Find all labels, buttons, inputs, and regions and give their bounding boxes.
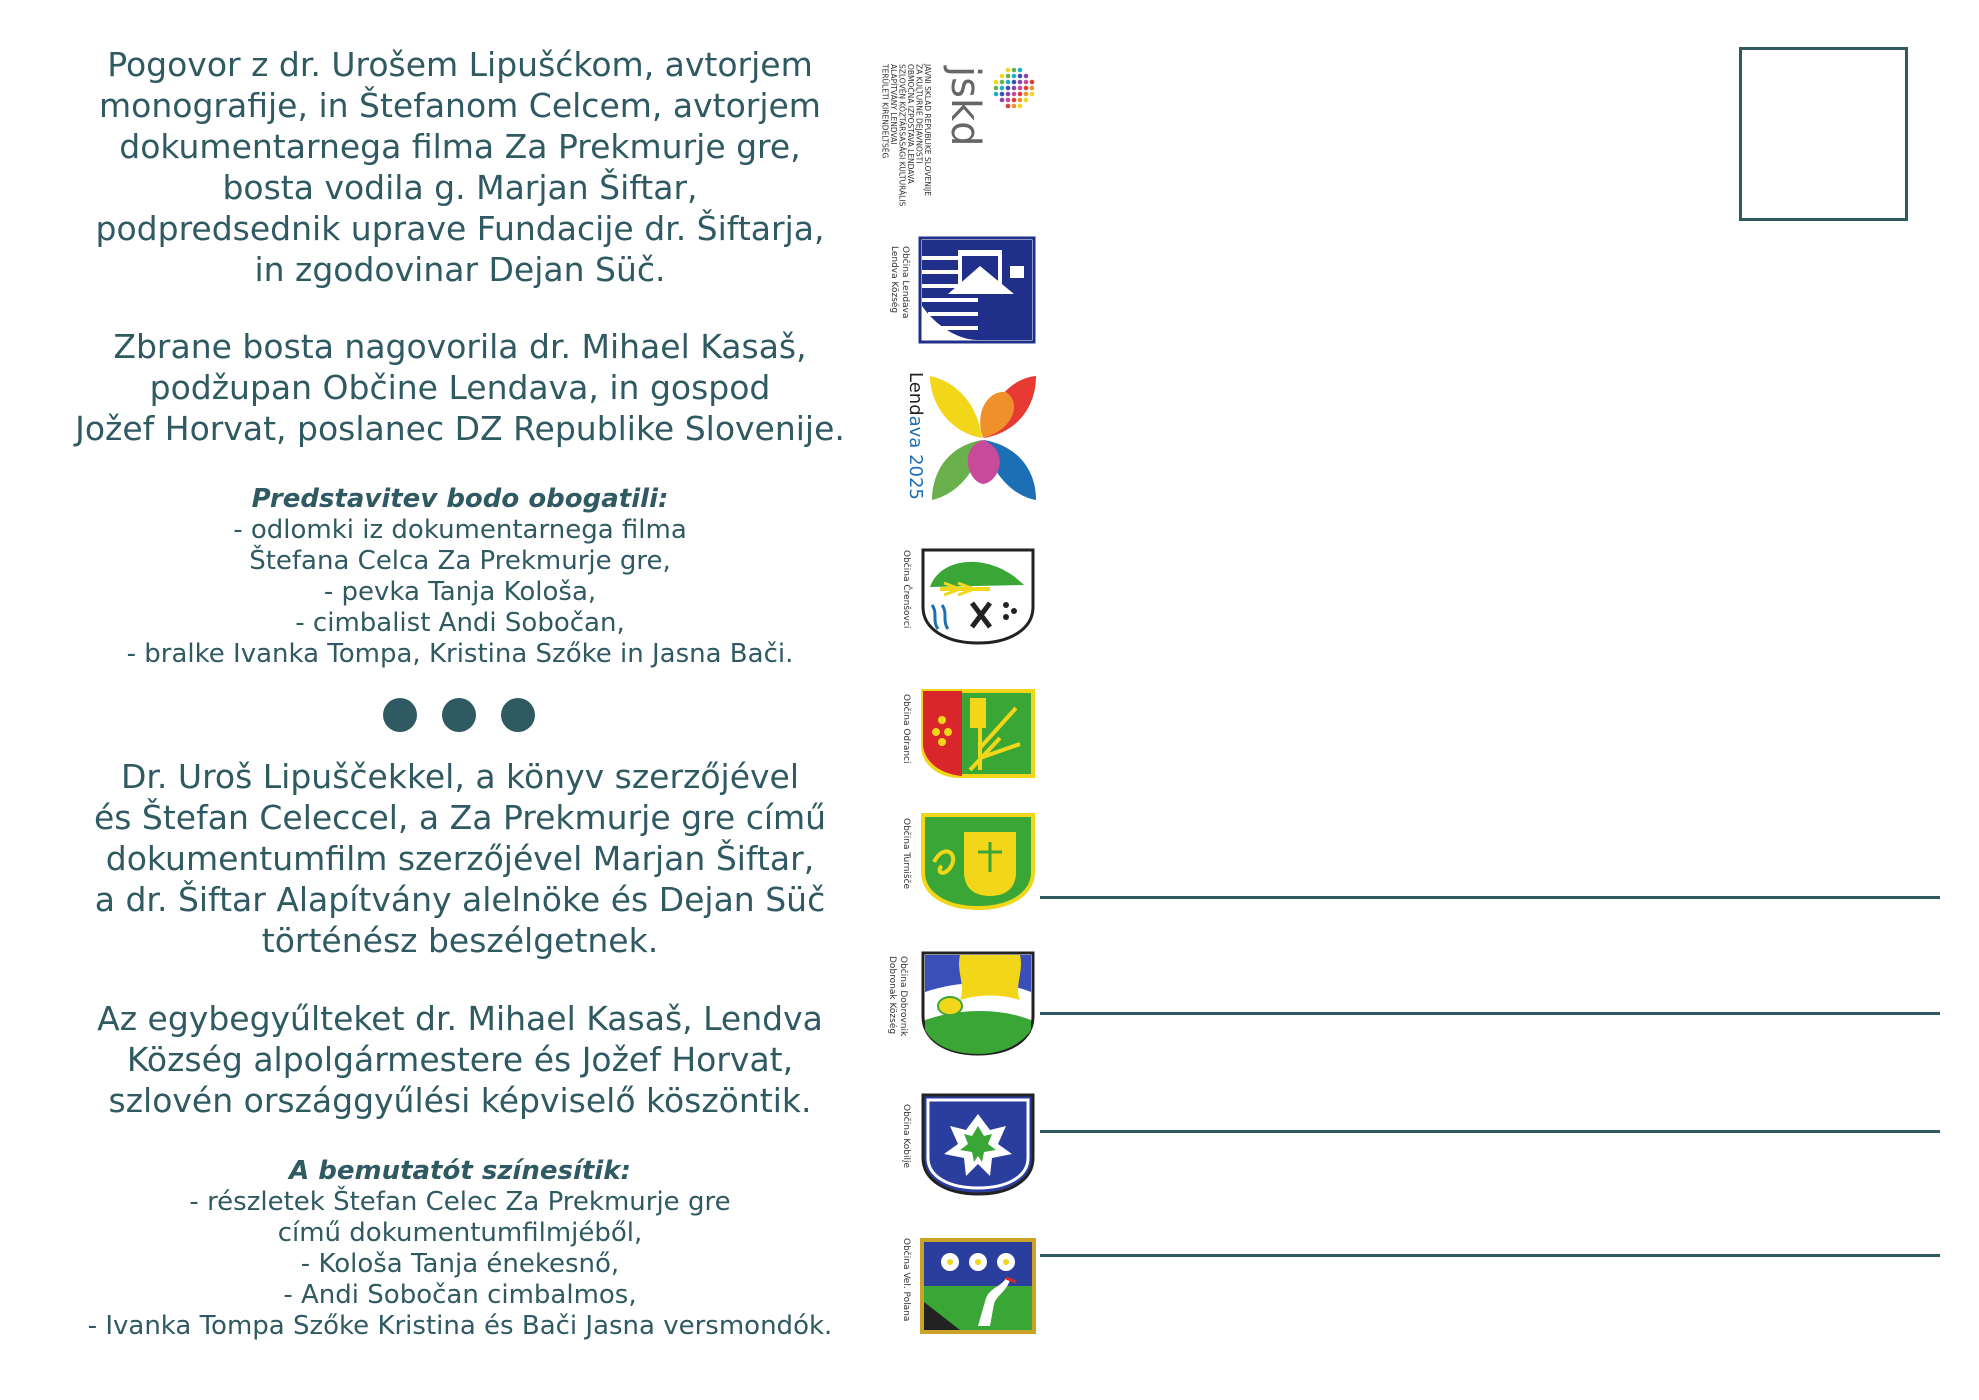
jskd-dot: [1006, 74, 1011, 79]
text-line: - cimbalist Andi Sobočan,: [295, 608, 625, 638]
program-heading: A bemutatót színesítik:: [289, 1156, 631, 1186]
jskd-dot: [1012, 80, 1017, 85]
jskd-dot: [1018, 68, 1023, 73]
jskd-dot: [1006, 80, 1011, 85]
lendava-word-b: ava: [905, 415, 926, 449]
kobilje-coat-of-arms-icon: [920, 1092, 1036, 1198]
lendava-word-a: Lend: [905, 372, 926, 416]
velpolana-label: Občina Vel. Polana: [901, 1238, 911, 1322]
lendava2025-wordmark: [905, 372, 925, 500]
text-line: - részletek Štefan Celec Za Prekmurje gre: [189, 1187, 731, 1217]
separator-dot: [501, 698, 535, 732]
jskd-dot: [1024, 92, 1029, 97]
text-line: - odlomki iz dokumentarnega filma: [233, 515, 687, 545]
text-line: Štefana Celca Za Prekmurje gre,: [249, 546, 671, 576]
jskd-dots-icon: [990, 64, 1038, 112]
jskd-dot: [1018, 92, 1023, 97]
jskd-dot: [1018, 98, 1023, 103]
text-line: dokumentumfilm szerzőjével Marjan Šiftar,: [105, 839, 815, 878]
text-line: - bralke Ivanka Tompa, Kristina Szőke in Jasna Bači.: [126, 639, 794, 669]
text-line: bosta vodila g. Marjan Šiftar,: [222, 168, 698, 207]
jskd-dot: [1018, 74, 1023, 79]
jskd-dot: [1018, 80, 1023, 85]
text-line: podžupan Občine Lendava, in gospod: [149, 368, 771, 407]
jskd-dot: [1024, 98, 1029, 103]
hungarian-intro: [40, 756, 880, 961]
address-line: [1040, 1130, 1940, 1133]
text-line: - Andi Sobočan cimbalmos,: [283, 1280, 637, 1310]
program-heading: Predstavitev bodo obogatili:: [251, 484, 669, 514]
text-line: szlovén országgyűlési képviselő köszöntik.: [108, 1081, 812, 1120]
jskd-dot: [994, 86, 999, 91]
kobilje-label: Občina Kobilje: [901, 1104, 911, 1169]
text-line: podpredsednik uprave Fundacije dr. Šiftarja,: [95, 209, 825, 248]
odranci-label: Občina Odranci: [901, 694, 911, 764]
jskd-dot: [1018, 86, 1023, 91]
jskd-dot: [1000, 98, 1005, 103]
jskd-dot: [1000, 92, 1005, 97]
butterfly-logo-icon: [928, 372, 1038, 504]
jskd-dot: [1030, 92, 1035, 97]
jskd-dot: [1012, 92, 1017, 97]
jskd-dot: [1012, 104, 1017, 109]
jskd-dot: [1030, 86, 1035, 91]
stamp-box: [1739, 47, 1908, 221]
turnisce-coat-of-arms-icon: [920, 812, 1036, 912]
jskd-dot: [1024, 86, 1029, 91]
jskd-dot: [1000, 74, 1005, 79]
jskd-dot: [1006, 86, 1011, 91]
address-line: [1040, 1254, 1940, 1257]
text-line: Pogovor z dr. Urošem Lipušćkom, avtorjem: [107, 45, 813, 84]
turnisce-label: Občina Turnišče: [901, 818, 911, 890]
text-line: monografije, in Štefanom Celcem, avtorjem: [99, 86, 821, 125]
jskd-dot: [1012, 86, 1017, 91]
text-line: in zgodovinar Dejan Süč.: [254, 250, 666, 289]
separator-dots: [383, 698, 535, 734]
separator-dot: [442, 698, 476, 732]
jskd-dot: [1012, 98, 1017, 103]
jskd-dot: [1012, 74, 1017, 79]
jskd-dot: [1024, 74, 1029, 79]
text-line: a dr. Šiftar Alapítvány alelnöke és Dejan Süč: [94, 880, 826, 919]
text-line: - Kološa Tanja énekesnő,: [300, 1249, 620, 1279]
jskd-text: JAVNI SKLAD REPUBLIKE SLOVENIJE ZA KULTURNE DEJAVNOSTI OBMOČNA IZPOSTAVA LENDAVA SZLOVÉN KÖZTÁRSASÁGI KULTURÁLIS ALAPÍTVÁNY LENDVAI TERÜLETI KIRENDELTSÉG: [880, 64, 932, 207]
jskd-dot: [1000, 80, 1005, 85]
jskd-dot: [1006, 104, 1011, 109]
text-line: Zbrane bosta nagovorila dr. Mihael Kasaš,: [113, 327, 807, 366]
address-line: [1040, 1012, 1940, 1015]
velika-polana-coat-of-arms-icon: [920, 1238, 1036, 1334]
hungarian-greeting: [40, 998, 880, 1121]
crensovci-coat-of-arms-icon: [920, 547, 1036, 645]
text-line: történész beszélgetnek.: [261, 921, 659, 960]
text-line: - Ivanka Tompa Szőke Kristina és Bači Jasna versmondók.: [87, 1311, 833, 1341]
jskd-dot: [994, 80, 999, 85]
separator-dot: [383, 698, 417, 732]
text-line: és Štefan Celeccel, a Za Prekmurje gre című: [93, 798, 827, 837]
hungarian-program: [40, 1156, 880, 1342]
text-line: Az egybegyűlteket dr. Mihael Kasaš, Lendva: [97, 999, 823, 1038]
text-line: Község alpolgármestere és Jožef Horvat,: [126, 1040, 794, 1079]
slovenian-program: [40, 484, 880, 670]
crensovci-label: Občina Črenšovci: [901, 550, 911, 629]
lendava-year: 2025: [905, 454, 926, 500]
odranci-coat-of-arms-icon: [920, 688, 1036, 780]
text-line: című dokumentumfilmjéből,: [277, 1218, 643, 1248]
jskd-dot: [1006, 68, 1011, 73]
jskd-dot: [1030, 80, 1035, 85]
lendava-label: Občina Lendava Lendva Község: [889, 246, 910, 319]
dobrovnik-label: Občina Dobrovnik Dobronak Község: [887, 956, 908, 1037]
address-line: [1040, 896, 1940, 899]
jskd-dot: [994, 92, 999, 97]
jskd-dot: [1018, 104, 1023, 109]
jskd-dot: [1006, 98, 1011, 103]
dobrovnik-coat-of-arms-icon: [920, 950, 1036, 1058]
text-line: - pevka Tanja Kološa,: [323, 577, 597, 607]
jskd-wordmark: jskd: [942, 66, 988, 147]
jskd-dot: [1024, 80, 1029, 85]
slovenian-intro: [40, 44, 880, 290]
text-line: Jožef Horvat, poslanec DZ Republike Slovenije.: [75, 409, 845, 448]
slovenian-greeting: [40, 326, 880, 449]
text-line: Dr. Uroš Lipuščekkel, a könyv szerzőjével: [120, 757, 799, 796]
jskd-dot: [1012, 68, 1017, 73]
text-line: dokumentarnega filma Za Prekmurje gre,: [119, 127, 801, 166]
jskd-dot: [1006, 92, 1011, 97]
jskd-dot: [1000, 86, 1005, 91]
lendava-coat-of-arms-icon: [918, 236, 1036, 344]
